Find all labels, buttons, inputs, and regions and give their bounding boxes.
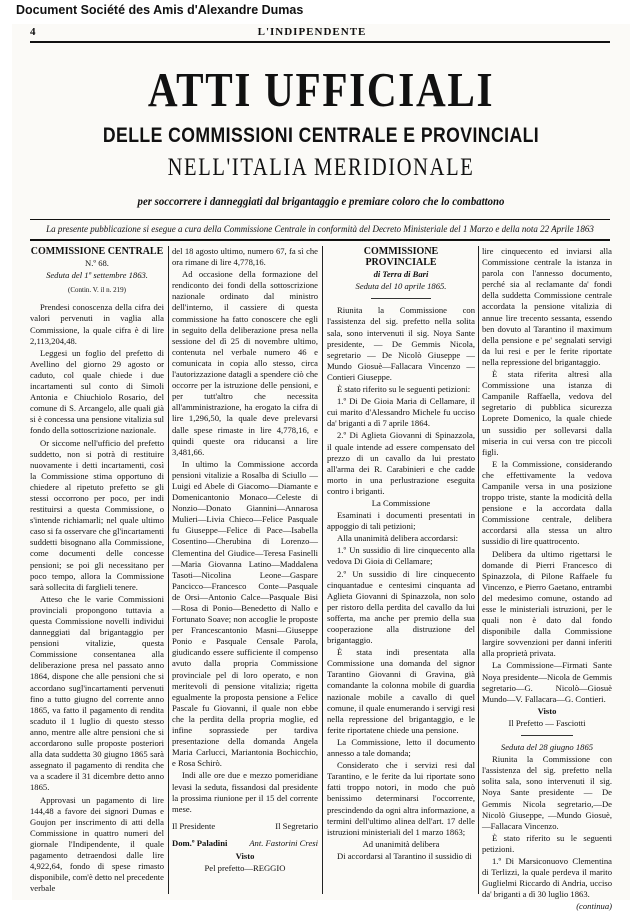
paragraph: Ad occasione della formazione del rendiconto dei fondi della sottoscrizione nazionale ordinato dal ministro dell'interno, il cassiere di questa commissione ha fatto conoscere che egli in seguito della deliberazione presa nella sessione del dì 25 di novembre ultimo, contenuta nel verbale numero 46 e comunicata in copia allo stesso, circa l'autorizzazione datagli a spendere ciò che occorre per la istruzione delle pensioni, e per tutt'altro che necessita all'amministrazione, ha erogato la cifra di lire 1,296,50, la quale deve prelevarsi dalle spese rimaste in lire 4,778,16, e quindi queste ora riducansi a lire 3,481,66. bbox=[172, 269, 318, 457]
paragraph: lire cinquecento ed inviarsi alla Commissione centrale la istanza in parola con l'annesso documento, perché sia al reclamante da' fondi della suddetta Commissione centrale accordata la pensione vitalizia di annue lire trecento sessanta, essendo ben dovuto al Tarantino il maximum della pensione e pe' segnalati servigi da lui resi e per le ferite riportate nella repressione del brigantaggio. bbox=[482, 246, 612, 367]
paragraph: Delibera da ultimo rigettarsi le domande di Pierri Francesco di Spinazzola, di Pilone Raffaele fu Vincenzo, e Pierro Gaetano, entrambi del medesimo comune, ostando ad esse le ministeriali istruzioni, per le quali non è dato dal fondo disponibile dalla Commissione largire sovvenzioni per danni inferiti alla proprietà privata. bbox=[482, 548, 612, 659]
separator bbox=[371, 298, 430, 299]
continuation-note: (Contin. V. il n. 219) bbox=[68, 286, 126, 295]
newspaper-page bbox=[12, 24, 630, 912]
paragraph: In ultimo la Commissione accorda pensioni vitalizie a Rosalba di Sciullo — Luigi ed Abele di Giacomo—Diamante e Domenicantonio Monaco—Celeste di Nonzio—Donato Giannini—Annarosa Mulieri—Livia Chieco—Felice Pasquale fu Giuseppe—Felice di Pace—Isabella Cosentino—Cherubina di Lorenzo—Clementina del Giudice—Teresa Fasinelli—Maria Giovanna Latino—Maddalena Tasoti—Nicolina Leone—Gaspare Pancicco—Francesco Conte—Pasquale de Orsi—Antonio Calce—Pasquale Bisi—Rosa di Ponio—Benedetto di Nallo e Fortunato Soave; non accoglie le proposte per Francescantonio Masni—Giuseppe Ponio e Pasquale Censale Parola, giudicando essere sufficiente il compenso avuto dalla propria Commissione provinciale pel di loro operato, e non meritevoli di pensione vitalizia; rigetta egualmente la proposta pensione a Felice Pascale fu Giovanni, il quale non ebbe che la perdita della propria moglie, ed infine soprassiede per tardiva presentazione della domanda Angela Maria Carlucci, Mariantonia Bochicchio, e Rosa Schirò. bbox=[172, 458, 318, 769]
session-date: Seduta del 1º settembre 1863. bbox=[46, 270, 148, 281]
secretary-label: Il Segretario bbox=[275, 820, 318, 831]
section-heading: COMMISSIONE CENTRALE bbox=[30, 246, 164, 257]
prefect-signature: Pel prefetto—REGGIO bbox=[204, 863, 286, 874]
report-number: N.º 68. bbox=[85, 258, 109, 269]
province-name: di Terra di Bari bbox=[373, 269, 429, 280]
secretary-name: Ant. Fastorini Cresi bbox=[249, 837, 318, 848]
column-2 bbox=[172, 246, 318, 896]
paragraph: È stato riferito su le seguenti petizioni. bbox=[482, 832, 612, 854]
paragraph: 1.º Di Marsiconuovo Clementina di Terlizzi, la quale perdeva il marito Guglielmi Riccardo di Andria, ucciso da' briganti a dì 30 luglio 1863. bbox=[482, 855, 612, 900]
paragraph: La Commissione, letto il documento annesso a tale domanda; bbox=[327, 736, 475, 759]
paragraph: E la Commissione, considerando che effettivamente la vedova Campanile versa in una posizione troppo triste, stante la modicità della pensione e la accordata dalla Commissione centrale, delibera accordarsi alla stessa un altro sussidio di lire quattrocento. bbox=[482, 458, 612, 547]
paragraph: Prendesi conoscenza della cifra dei valori pervenuti in vaglia alla Commissione, la quale cifra è di lire 2,113,204,48. bbox=[30, 302, 164, 346]
running-head bbox=[12, 24, 612, 38]
continued-note: (continua) bbox=[576, 901, 612, 912]
newspaper-name: L'INDIPENDENTE bbox=[257, 26, 367, 38]
separator bbox=[521, 735, 573, 736]
paragraph: Considerato che i servizi resi dal Tarantino, e le ferite da lui riportate sono fatti troppo notori, in modo che può benissimo determinarsi l'occorrente, prescindendo da ogni altra informazione, a termini dell'ultimo alinea dell'art. 17 delle istruzioni ministeriali del 1 marzo 1863; bbox=[327, 760, 475, 837]
section-heading: COMMISSIONE PROVINCIALE bbox=[363, 246, 439, 269]
subheading: La Commissione bbox=[371, 497, 431, 508]
paragraph: 1.º Un sussidio di lire cinquecento alla vedova Di Gioia di Cellamare; bbox=[327, 545, 475, 567]
paragraph: Indi alle ore due e mezzo pomeridiane levasi la seduta, fissandosi dal presidente la prossima riunione per il 15 del corrente mese. bbox=[172, 770, 318, 814]
paragraph: Esaminati i documenti presentati in appoggio di tali petizioni; bbox=[327, 510, 475, 532]
paragraph: Di accordarsi al Tarantino il sussidio di bbox=[337, 850, 472, 861]
paragraph: È stato riferito su le seguenti petizioni: bbox=[337, 384, 471, 395]
paragraph: Riunita la Commissione con l'assistenza del sig. prefetto nella solita sala, sono intervenuti il sig. Noya Sante presidente, — De Gemmis Nicola, segretario — De Nicolò Giuseppe — Mundo Giosuè—Fallacara Vincenzo — Contieri Giuseppe. bbox=[327, 305, 475, 382]
prefect-signature: Il Prefetto — Fasciotti bbox=[508, 717, 586, 728]
subheading: Ad unanimità delibera bbox=[362, 838, 440, 849]
paragraph: Atteso che le varie Commissioni provinciali propongono tuttavia a questa Commissione novelli individui danneggiati dal brigantaggio per pensioni vitalizie, questa Commissione consentanea alla deliberazione presa nel passato anno 1864, dispone che alle pensioni che si accordano sugl'incartamenti pervenuti fino a tutto giugno del corrente anno 1865, va fatto il pagamento di rendita scaduto il 1 luglio di questo stesso anno, mentre alle altre pensioni che si accordarono sulle proposte posteriori alla data suddetta 30 giugno 1865 sarà assegnato il pagamento di rendita che va a scadere il 31 dicembre detto anno 1865. bbox=[30, 593, 164, 793]
president-label: Il Presidente bbox=[172, 820, 216, 831]
main-title: ATTI UFFICIALI bbox=[147, 62, 495, 117]
visto-label: Visto bbox=[235, 850, 255, 861]
paragraph: La Commissione—Firmati Sante Noya presidente—Nicola de Gemmis segretario—G. Nicolò—Giosuè Mundo—V. Fallacara—G. Contieri. bbox=[482, 660, 612, 704]
paragraph: È stata indi presentata alla Commissione una domanda del signor Tarantino Giovanni di Gravina, già comandante la colonna mobile di guardia nazionale mobile a cavallo di quel comune, il quale enumerando i servigi resi nella repressione del brigantaggio, e le ferite riportatene chiede una pensione. bbox=[327, 647, 475, 735]
publication-notice: La presente pubblicazione si esegue a cura della Commissione Centrale in conformità del Decreto Ministeriale del 1 Marzo e della nota 22 Aprile 1863 bbox=[46, 224, 594, 234]
paragraph: Riunita la Commissione con l'assistenza del sig. prefetto nella solita sala, sono intervenuti il sig. Noya Sante presidente — De Gemmis Nicola segretario,—De Nicolò Giuseppe, —Mundo Giosuè,—Fallacara Vincenzo. bbox=[482, 754, 612, 831]
session-date: Seduta del 10 aprile 1865. bbox=[355, 281, 447, 292]
column-divider bbox=[168, 246, 169, 894]
paragraph: Approvasi un pagamento di lire 144,48 a favore dei signori Dumas e Goujon per inscrimento di atti della Commissione in quattro numeri del giornale l'Indipendente, il quale pagamento detraendosi dalle lire 4,922,64, fondo di spese rimasto disponibile, com'è detto nel precedente verbale bbox=[30, 794, 164, 894]
title-line-3: NELL'ITALIA MERIDIONALE bbox=[167, 154, 475, 181]
president-name: Dom.º Paladini bbox=[172, 837, 228, 848]
title-line-4: per soccorrere i danneggiati dal brigantaggio e premiare coloro che lo combattono bbox=[137, 194, 505, 208]
paragraph: È stata riferita altresì alla Commissione una istanza di Campanile Raffaella, vedova del segretario di pubblica sicurezza Loprete Domenico, la quale chiede un sussidio per sollevarsi dalla miseria in cui versa con tre piccoli figli. bbox=[482, 369, 612, 457]
signature-names bbox=[172, 838, 318, 849]
title-line-2: DELLE COMMISSIONI CENTRALE E PROVINCIALI bbox=[102, 124, 540, 147]
paragraph: 1.º Di De Gioia Maria di Cellamare, il cui marito d'Alessandro Michele fu ucciso da' briganti a dì 7 aprile 1864. bbox=[327, 396, 475, 429]
column-1 bbox=[30, 246, 164, 896]
column-divider bbox=[478, 246, 479, 894]
signature-labels bbox=[172, 821, 318, 832]
rule bbox=[30, 239, 610, 241]
paragraph: 2.º Di Aglieta Giovanni di Spinazzola, il quale intende ad essere compensato del prezzo di un cavallo da lui prestato all'arma dei R. Carabinieri e che cadde morto in una perlustrazione eseguita contro i briganti. bbox=[327, 430, 475, 496]
paragraph: 2.º Un sussidio di lire cinquecento cinquantadue e centesimi cinquanta ad Aglieta Giovanni di Spinazzola, non solo per ristoro della perdita del cavallo da lui sofferta, ma anche per premio della sua cooperazione alla distruzione del brigantaggio. bbox=[327, 568, 475, 646]
top-rule bbox=[30, 41, 610, 43]
session-date: Seduta del 28 giugno 1865 bbox=[500, 742, 594, 753]
column-4 bbox=[482, 246, 612, 912]
page-number: 4 bbox=[30, 26, 36, 38]
paragraph: Alla unanimità delibera accordarsi: bbox=[337, 533, 458, 544]
paragraph: Leggesi un foglio del prefetto di Avellino del giorno 29 agosto or caduto, col quale chiede i due incartamenti sul conto di Simoli Antonia e Chiuchiolo Rosario, del comune di S. Arcangelo, alle quali già si è concessa una pensione vitalizia sul fondo della sottoscrizione nazionale. bbox=[30, 347, 164, 436]
rule bbox=[30, 219, 610, 220]
column-3 bbox=[327, 246, 475, 896]
visto-label: Visto bbox=[537, 705, 557, 716]
paragraph: del 18 agosto ultimo, numero 67, fa sì che ora rimane di lire 4,778,16. bbox=[172, 246, 318, 268]
paragraph: Or siccome nell'ufficio del prefetto suddetto, non si potrà di restituire nuovamente i detti incartamenti, così la Commissione stima opportuno di chiedere al ripetuto prefetto se gli stessi occorrono per poco, per indi restituirsi a questa Commissione, o s'intende richiamarli; nel quale ultimo caso si fa osservare che gl'incartamenti suddetti bisognano alla Commissione, come documenti delle concesse pensioni; se poi gli necessitano per poco tempo, allora la Commissione sarà sollecita di farglieli tenere. bbox=[30, 437, 164, 592]
document-source-label: Document Société des Amis d'Alexandre Dumas bbox=[16, 3, 304, 17]
column-divider bbox=[322, 246, 323, 894]
